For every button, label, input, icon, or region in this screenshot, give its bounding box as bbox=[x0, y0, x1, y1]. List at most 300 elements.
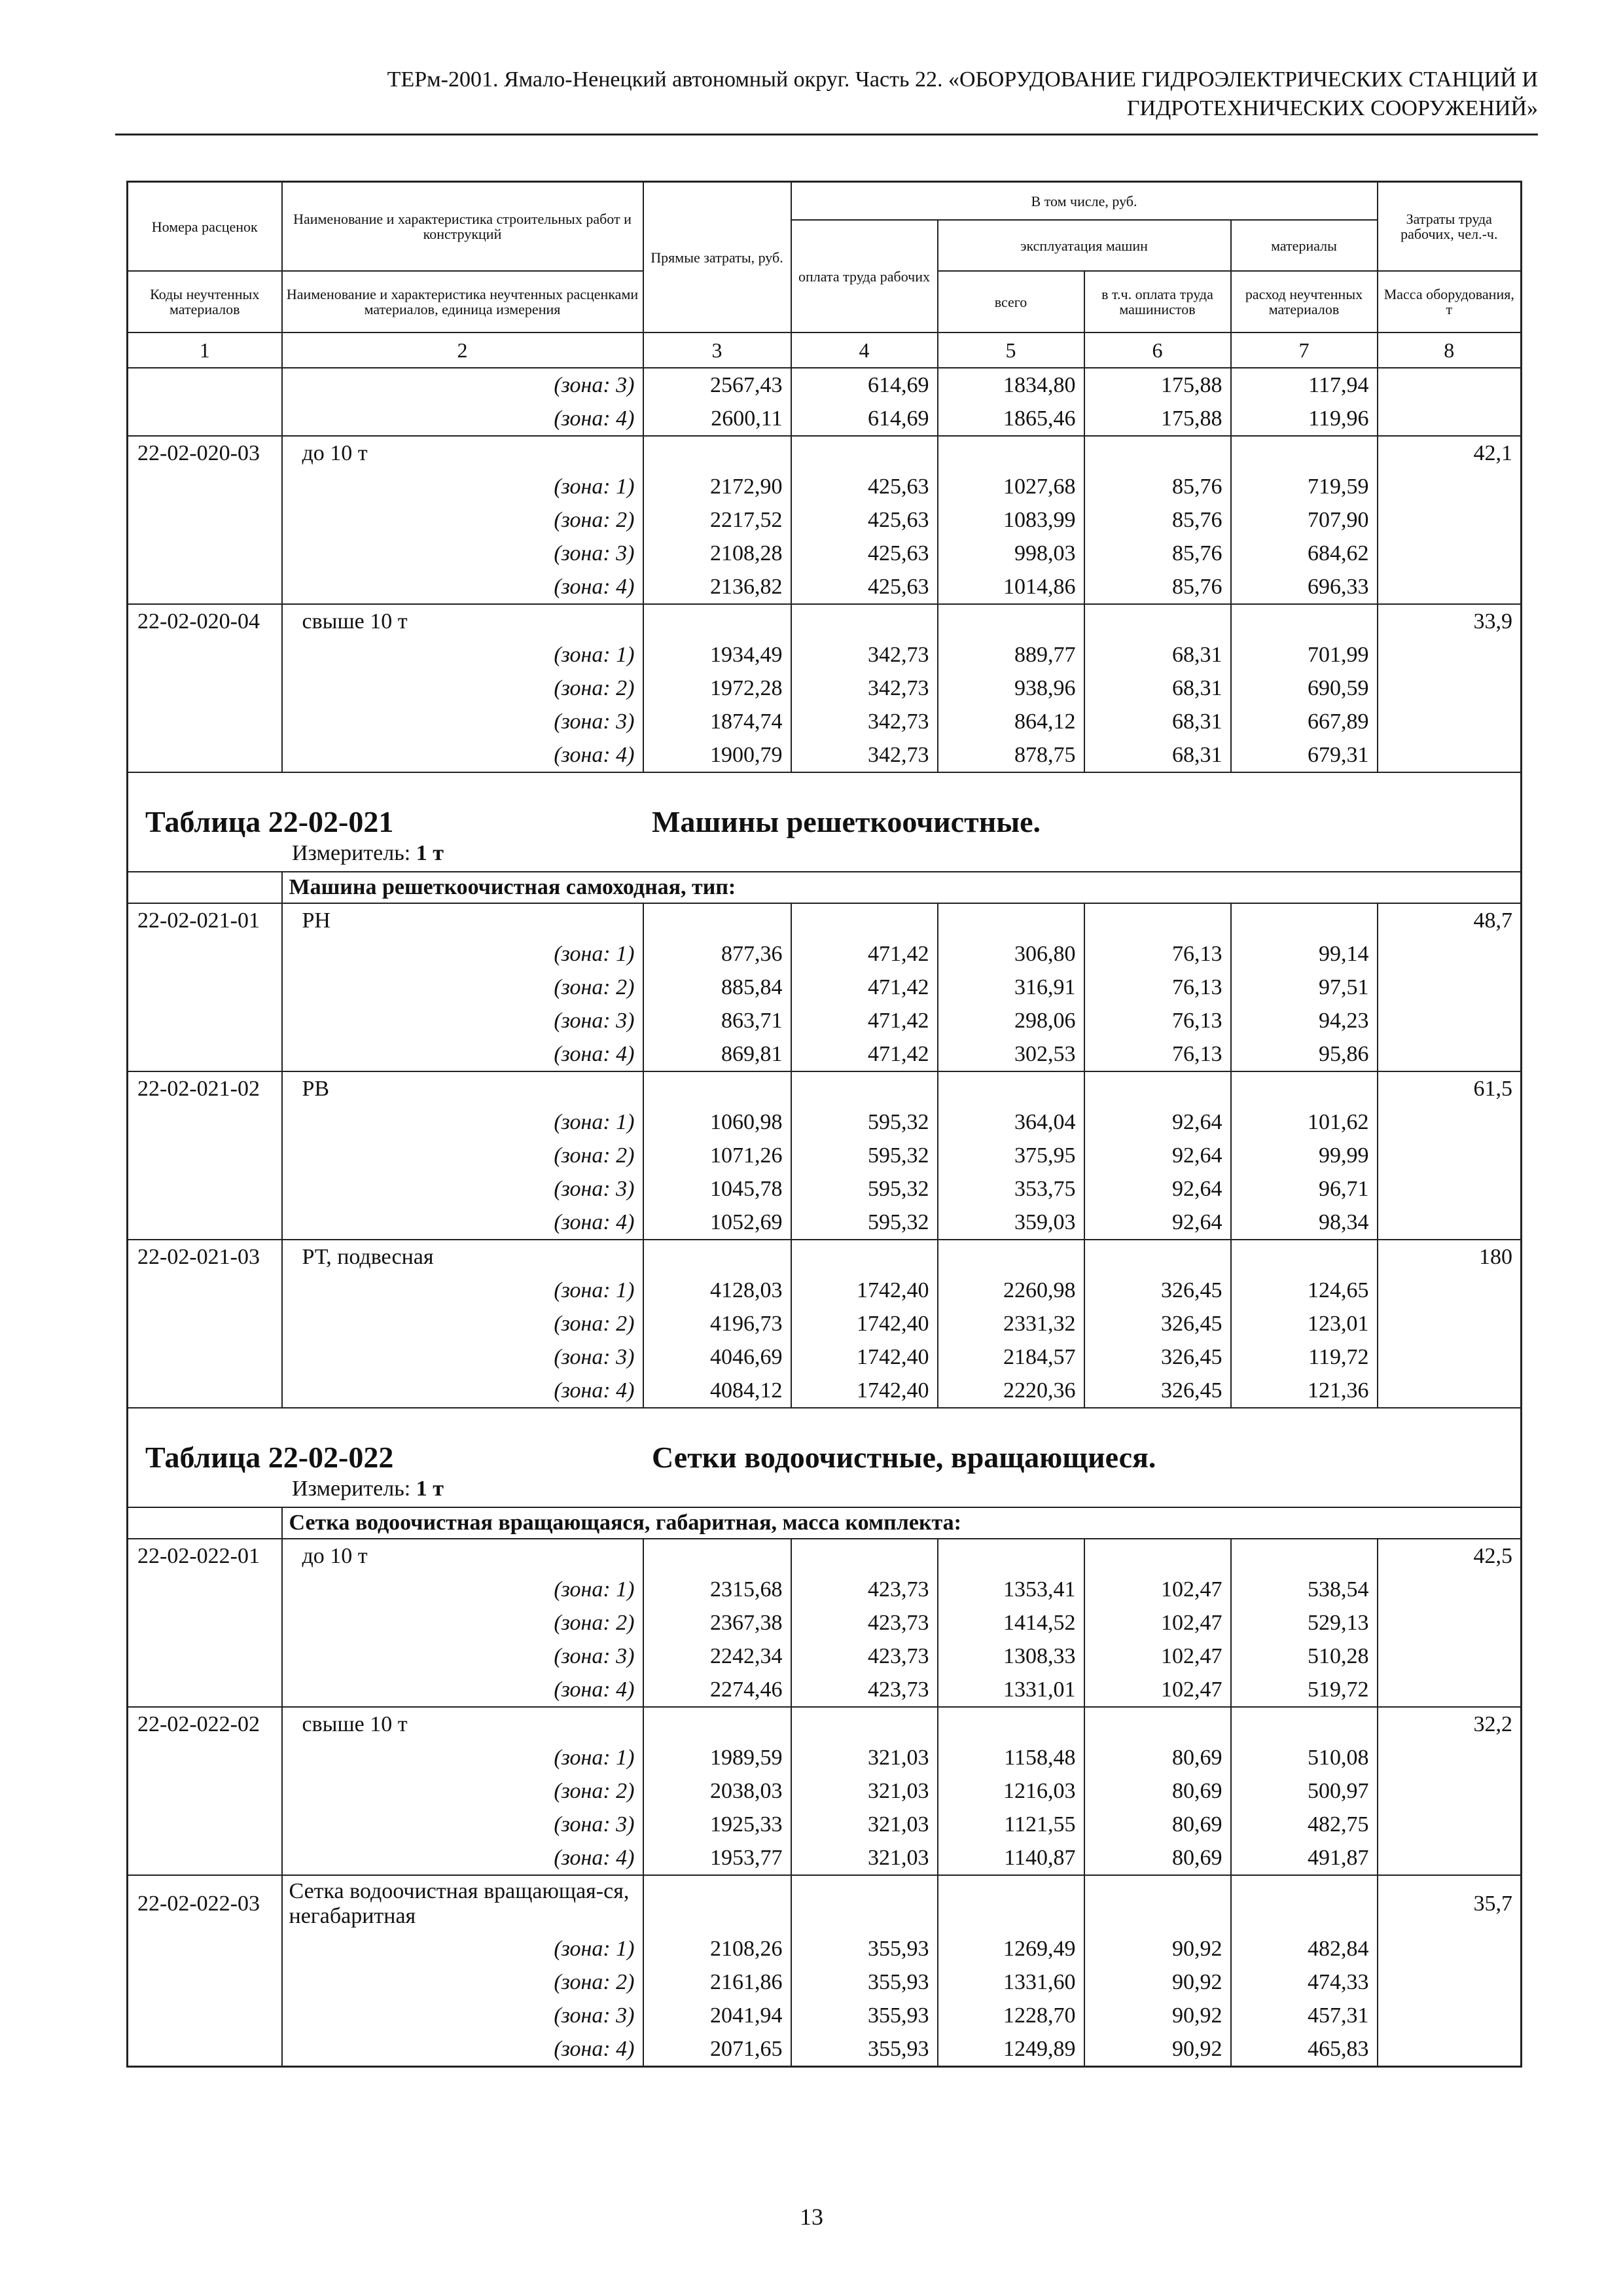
labor-pay: 423,73 bbox=[791, 1673, 938, 1707]
operators-pay: 326,45 bbox=[1084, 1307, 1231, 1340]
labor-cost-cell bbox=[1378, 1037, 1522, 1071]
rate-code-cell bbox=[128, 705, 282, 738]
direct-cost: 2315,68 bbox=[643, 1573, 791, 1606]
rate-name: до 10 т bbox=[282, 436, 643, 470]
labor-pay: 342,73 bbox=[791, 672, 938, 705]
rate-code-cell bbox=[128, 1172, 282, 1206]
machines-total: 316,91 bbox=[938, 971, 1084, 1004]
labor-pay: 471,42 bbox=[791, 937, 938, 971]
direct-cost: 877,36 bbox=[643, 937, 791, 971]
rate-code-cell bbox=[128, 738, 282, 772]
operators-pay: 102,47 bbox=[1084, 1573, 1231, 1606]
operators-pay: 76,13 bbox=[1084, 1004, 1231, 1037]
direct-cost: 4128,03 bbox=[643, 1274, 791, 1307]
operators-pay: 85,76 bbox=[1084, 503, 1231, 537]
col-number: 4 bbox=[791, 332, 938, 368]
zone-label: (зона: 1) bbox=[282, 638, 643, 672]
zone-label: (зона: 4) bbox=[282, 1206, 643, 1240]
operators-pay: 92,64 bbox=[1084, 1139, 1231, 1172]
labor-cost-cell bbox=[1378, 503, 1522, 537]
rate-code: 22-02-021-02 bbox=[128, 1071, 282, 1105]
zone-label: (зона: 1) bbox=[282, 1274, 643, 1307]
zone-label: (зона: 2) bbox=[282, 1307, 643, 1340]
empty-cell bbox=[1084, 1071, 1231, 1105]
materials-cost: 98,34 bbox=[1231, 1206, 1378, 1240]
section-22-02-022 bbox=[128, 1539, 1522, 2067]
rate-code-cell bbox=[128, 2032, 282, 2067]
zone-label: (зона: 4) bbox=[282, 1841, 643, 1875]
labor-pay: 342,73 bbox=[791, 638, 938, 672]
unit-value: 1 т bbox=[416, 1477, 444, 1501]
operators-pay: 85,76 bbox=[1084, 470, 1231, 503]
page-header bbox=[115, 65, 1538, 135]
machines-total: 353,75 bbox=[938, 1172, 1084, 1206]
empty-cell bbox=[791, 1071, 938, 1105]
rate-code-cell bbox=[128, 402, 282, 436]
materials-cost: 95,86 bbox=[1231, 1037, 1378, 1071]
table-title: Сетки водоочистные, вращающиеся. bbox=[652, 1441, 1156, 1474]
rate-code-cell bbox=[128, 1999, 282, 2032]
machines-total: 1014,86 bbox=[938, 570, 1084, 604]
empty-cell bbox=[791, 1240, 938, 1274]
labor-pay: 595,32 bbox=[791, 1172, 938, 1206]
labor-pay: 423,73 bbox=[791, 1606, 938, 1640]
labor-cost-cell bbox=[1378, 1640, 1522, 1673]
machines-total: 1865,46 bbox=[938, 402, 1084, 436]
zone-row bbox=[128, 1037, 1522, 1071]
direct-cost: 2108,28 bbox=[643, 537, 791, 570]
empty-cell bbox=[1084, 436, 1231, 470]
materials-cost: 457,31 bbox=[1231, 1999, 1378, 2032]
empty-cell bbox=[938, 1539, 1084, 1573]
labor-pay: 1742,40 bbox=[791, 1374, 938, 1408]
zone-label: (зона: 1) bbox=[282, 1741, 643, 1774]
col-name-alt: Наименование и характеристика неучтенных расценками материалов, единица измерения bbox=[282, 271, 643, 332]
direct-cost: 2108,26 bbox=[643, 1932, 791, 1965]
labor-cost-cell bbox=[1378, 2032, 1522, 2067]
rate-code-cell bbox=[128, 1640, 282, 1673]
empty-cell bbox=[1231, 1240, 1378, 1274]
rate-code-cell bbox=[128, 1139, 282, 1172]
page-number: 13 bbox=[800, 2204, 823, 2230]
materials-cost: 538,54 bbox=[1231, 1573, 1378, 1606]
materials-cost: 482,75 bbox=[1231, 1808, 1378, 1841]
materials-cost: 117,94 bbox=[1231, 368, 1378, 402]
labor-cost: 61,5 bbox=[1378, 1071, 1522, 1105]
col-incl: В том числе, руб. bbox=[791, 182, 1378, 221]
rate-code-cell bbox=[128, 1841, 282, 1875]
table-22-02-022-title bbox=[128, 1408, 1522, 1539]
zone-label: (зона: 3) bbox=[282, 1808, 643, 1841]
labor-pay: 355,93 bbox=[791, 1965, 938, 1999]
materials-cost: 124,65 bbox=[1231, 1274, 1378, 1307]
labor-cost-cell bbox=[1378, 638, 1522, 672]
zone-row bbox=[128, 570, 1522, 604]
machines-total: 938,96 bbox=[938, 672, 1084, 705]
labor-cost-cell bbox=[1378, 1340, 1522, 1374]
labor-pay: 1742,40 bbox=[791, 1307, 938, 1340]
direct-cost: 2071,65 bbox=[643, 2032, 791, 2067]
direct-cost: 2038,03 bbox=[643, 1774, 791, 1808]
empty-cell bbox=[791, 436, 938, 470]
labor-cost-cell bbox=[1378, 1374, 1522, 1408]
zone-row bbox=[128, 1932, 1522, 1965]
direct-cost: 1972,28 bbox=[643, 672, 791, 705]
materials-cost: 684,62 bbox=[1231, 537, 1378, 570]
section-22-02-021 bbox=[128, 903, 1522, 1408]
zone-label: (зона: 1) bbox=[282, 470, 643, 503]
zone-row bbox=[128, 638, 1522, 672]
empty-cell bbox=[1231, 1071, 1378, 1105]
direct-cost: 2274,46 bbox=[643, 1673, 791, 1707]
machines-total: 2220,36 bbox=[938, 1374, 1084, 1408]
rate-name: до 10 т bbox=[282, 1539, 643, 1573]
materials-cost: 696,33 bbox=[1231, 570, 1378, 604]
materials-cost: 474,33 bbox=[1231, 1965, 1378, 1999]
zone-row bbox=[128, 1741, 1522, 1774]
labor-cost-cell bbox=[1378, 1206, 1522, 1240]
labor-pay: 471,42 bbox=[791, 1037, 938, 1071]
materials-cost: 679,31 bbox=[1231, 738, 1378, 772]
zone-row bbox=[128, 503, 1522, 537]
direct-cost: 2161,86 bbox=[643, 1965, 791, 1999]
materials-cost: 119,72 bbox=[1231, 1340, 1378, 1374]
rate-code-cell bbox=[128, 1206, 282, 1240]
zone-label: (зона: 1) bbox=[282, 1573, 643, 1606]
labor-cost-cell bbox=[1378, 1965, 1522, 1999]
rate-name: свыше 10 т bbox=[282, 604, 643, 638]
empty-cell bbox=[938, 903, 1084, 937]
zone-row bbox=[128, 738, 1522, 772]
direct-cost: 2600,11 bbox=[643, 402, 791, 436]
empty-cell bbox=[643, 1240, 791, 1274]
zone-row bbox=[128, 1307, 1522, 1340]
materials-cost: 465,83 bbox=[1231, 2032, 1378, 2067]
machines-total: 1027,68 bbox=[938, 470, 1084, 503]
labor-pay: 595,32 bbox=[791, 1105, 938, 1139]
labor-cost-cell bbox=[1378, 368, 1522, 402]
empty-cell bbox=[1231, 1539, 1378, 1573]
col-machines: эксплуатация машин bbox=[938, 220, 1231, 271]
rate-code-cell bbox=[128, 1573, 282, 1606]
col-direct: Прямые затраты, руб. bbox=[643, 182, 791, 333]
rate-code-cell bbox=[128, 1037, 282, 1071]
labor-pay: 1742,40 bbox=[791, 1340, 938, 1374]
direct-cost: 885,84 bbox=[643, 971, 791, 1004]
empty-cell bbox=[938, 604, 1084, 638]
continuation-rows bbox=[128, 368, 1522, 436]
operators-pay: 76,13 bbox=[1084, 1037, 1231, 1071]
unit-line bbox=[292, 1477, 444, 1501]
col-unaccounted: расход неучтенных материалов bbox=[1231, 271, 1378, 332]
machines-total: 1308,33 bbox=[938, 1640, 1084, 1673]
zone-label: (зона: 4) bbox=[282, 570, 643, 604]
rate-code-cell bbox=[128, 368, 282, 402]
section-22-02-020 bbox=[128, 436, 1522, 772]
machines-total: 2331,32 bbox=[938, 1307, 1084, 1340]
direct-cost: 2136,82 bbox=[643, 570, 791, 604]
labor-cost: 32,2 bbox=[1378, 1707, 1522, 1741]
rate-code-cell bbox=[128, 1965, 282, 1999]
col-labor: оплата труда рабочих bbox=[791, 220, 938, 332]
zone-row bbox=[128, 1105, 1522, 1139]
zone-label: (зона: 1) bbox=[282, 1932, 643, 1965]
table-head bbox=[128, 182, 1522, 368]
materials-cost: 94,23 bbox=[1231, 1004, 1378, 1037]
machines-total: 1121,55 bbox=[938, 1808, 1084, 1841]
table-code: Таблица 22-02-022 bbox=[145, 1441, 394, 1474]
labor-pay: 471,42 bbox=[791, 971, 938, 1004]
materials-cost: 119,96 bbox=[1231, 402, 1378, 436]
rate-code-cell bbox=[128, 1741, 282, 1774]
table-22-02-021-title bbox=[128, 772, 1522, 903]
materials-cost: 121,36 bbox=[1231, 1374, 1378, 1408]
materials-cost: 667,89 bbox=[1231, 705, 1378, 738]
rates-table bbox=[126, 181, 1522, 2068]
materials-cost: 96,71 bbox=[1231, 1172, 1378, 1206]
labor-cost-cell bbox=[1378, 937, 1522, 971]
operators-pay: 90,92 bbox=[1084, 1965, 1231, 1999]
empty-cell bbox=[791, 1875, 938, 1932]
labor-cost: 180 bbox=[1378, 1240, 1522, 1274]
empty-cell bbox=[938, 1240, 1084, 1274]
zone-label: (зона: 2) bbox=[282, 1606, 643, 1640]
empty-cell bbox=[791, 1539, 938, 1573]
col-number: 6 bbox=[1084, 332, 1231, 368]
empty-cell bbox=[791, 1707, 938, 1741]
direct-cost: 4084,12 bbox=[643, 1374, 791, 1408]
zone-row bbox=[128, 937, 1522, 971]
operators-pay: 102,47 bbox=[1084, 1606, 1231, 1640]
empty-cell bbox=[938, 1875, 1084, 1932]
zone-row bbox=[128, 1139, 1522, 1172]
labor-cost-cell bbox=[1378, 705, 1522, 738]
rate-code: 22-02-021-03 bbox=[128, 1240, 282, 1274]
rate-row bbox=[128, 1071, 1522, 1105]
operators-pay: 90,92 bbox=[1084, 1932, 1231, 1965]
materials-cost: 510,08 bbox=[1231, 1741, 1378, 1774]
materials-cost: 719,59 bbox=[1231, 470, 1378, 503]
col-number: 1 bbox=[128, 332, 282, 368]
operators-pay: 68,31 bbox=[1084, 705, 1231, 738]
labor-pay: 1742,40 bbox=[791, 1274, 938, 1307]
materials-cost: 482,84 bbox=[1231, 1932, 1378, 1965]
direct-cost: 4196,73 bbox=[643, 1307, 791, 1340]
labor-cost-cell bbox=[1378, 1808, 1522, 1841]
labor-pay: 355,93 bbox=[791, 1999, 938, 2032]
operators-pay: 175,88 bbox=[1084, 402, 1231, 436]
zone-row bbox=[128, 470, 1522, 503]
zone-row bbox=[128, 1206, 1522, 1240]
labor-pay: 321,03 bbox=[791, 1774, 938, 1808]
labor-cost-cell bbox=[1378, 1741, 1522, 1774]
rate-name: свыше 10 т bbox=[282, 1707, 643, 1741]
zone-row bbox=[128, 1172, 1522, 1206]
rate-code-cell bbox=[128, 1606, 282, 1640]
zone-label: (зона: 4) bbox=[282, 1037, 643, 1071]
zone-row bbox=[128, 1640, 1522, 1673]
direct-cost: 1874,74 bbox=[643, 705, 791, 738]
direct-cost: 2172,90 bbox=[643, 470, 791, 503]
machines-total: 1331,01 bbox=[938, 1673, 1084, 1707]
machines-total: 364,04 bbox=[938, 1105, 1084, 1139]
labor-cost: 48,7 bbox=[1378, 903, 1522, 937]
rate-code: 22-02-022-01 bbox=[128, 1539, 282, 1573]
operators-pay: 326,45 bbox=[1084, 1340, 1231, 1374]
direct-cost: 869,81 bbox=[643, 1037, 791, 1071]
direct-cost: 2367,38 bbox=[643, 1606, 791, 1640]
operators-pay: 76,13 bbox=[1084, 971, 1231, 1004]
unit-label: Измеритель: bbox=[292, 1477, 411, 1501]
unit-line bbox=[292, 841, 444, 866]
empty-cell bbox=[643, 436, 791, 470]
empty-cell bbox=[1084, 903, 1231, 937]
rate-row bbox=[128, 1240, 1522, 1274]
machines-total: 1353,41 bbox=[938, 1573, 1084, 1606]
rate-code-cell bbox=[128, 1374, 282, 1408]
labor-pay: 321,03 bbox=[791, 1741, 938, 1774]
machines-total: 1834,80 bbox=[938, 368, 1084, 402]
header-line-1: ТЕРм-2001. Ямало-Ненецкий автономный округ. Часть 22. «ОБОРУДОВАНИЕ ГИДРОЭЛЕКТРИЧЕСКИХ СТАНЦИЙ И bbox=[387, 67, 1538, 92]
table-code: Таблица 22-02-021 bbox=[145, 805, 394, 838]
machines-total: 1216,03 bbox=[938, 1774, 1084, 1808]
rate-code: 22-02-021-01 bbox=[128, 903, 282, 937]
machines-total: 1083,99 bbox=[938, 503, 1084, 537]
machines-total: 2184,57 bbox=[938, 1340, 1084, 1374]
zone-row bbox=[128, 1340, 1522, 1374]
direct-cost: 1052,69 bbox=[643, 1206, 791, 1240]
empty-cell bbox=[643, 903, 791, 937]
empty-cell bbox=[1231, 604, 1378, 638]
machines-total: 1158,48 bbox=[938, 1741, 1084, 1774]
materials-cost: 529,13 bbox=[1231, 1606, 1378, 1640]
rate-row bbox=[128, 903, 1522, 937]
rate-code-cell bbox=[128, 503, 282, 537]
empty-cell bbox=[1084, 1240, 1231, 1274]
zone-label: (зона: 3) bbox=[282, 705, 643, 738]
col-labor-cost: Затраты труда рабочих, чел.-ч. bbox=[1378, 182, 1522, 272]
labor-pay: 425,63 bbox=[791, 503, 938, 537]
operators-pay: 68,31 bbox=[1084, 638, 1231, 672]
zone-label: (зона: 2) bbox=[282, 1965, 643, 1999]
operators-pay: 68,31 bbox=[1084, 738, 1231, 772]
materials-cost: 101,62 bbox=[1231, 1105, 1378, 1139]
zone-label: (зона: 4) bbox=[282, 402, 643, 436]
zone-row bbox=[128, 1808, 1522, 1841]
direct-cost: 863,71 bbox=[643, 1004, 791, 1037]
materials-cost: 500,97 bbox=[1231, 1774, 1378, 1808]
rate-code-cell bbox=[128, 537, 282, 570]
rate-code-cell bbox=[128, 1340, 282, 1374]
rate-code-cell bbox=[128, 1808, 282, 1841]
labor-cost-cell bbox=[1378, 1774, 1522, 1808]
labor-cost-cell bbox=[1378, 1606, 1522, 1640]
direct-cost: 2217,52 bbox=[643, 503, 791, 537]
operators-pay: 85,76 bbox=[1084, 537, 1231, 570]
operators-pay: 102,47 bbox=[1084, 1673, 1231, 1707]
operators-pay: 175,88 bbox=[1084, 368, 1231, 402]
zone-row bbox=[128, 1774, 1522, 1808]
machines-total: 1269,49 bbox=[938, 1932, 1084, 1965]
empty-cell bbox=[791, 903, 938, 937]
labor-pay: 425,63 bbox=[791, 537, 938, 570]
rate-row bbox=[128, 1875, 1522, 1932]
empty-cell bbox=[938, 1071, 1084, 1105]
labor-cost-cell bbox=[1378, 1932, 1522, 1965]
labor-pay: 423,73 bbox=[791, 1573, 938, 1606]
machines-total: 878,75 bbox=[938, 738, 1084, 772]
zone-row bbox=[128, 537, 1522, 570]
zone-row bbox=[128, 1673, 1522, 1707]
empty-cell bbox=[643, 1539, 791, 1573]
zone-label: (зона: 3) bbox=[282, 1004, 643, 1037]
rate-name: Сетка водоочистная вращающая-ся, негабаритная bbox=[282, 1875, 643, 1932]
machines-total: 359,03 bbox=[938, 1206, 1084, 1240]
rate-row bbox=[128, 1539, 1522, 1573]
direct-cost: 1071,26 bbox=[643, 1139, 791, 1172]
zone-row bbox=[128, 1965, 1522, 1999]
operators-pay: 92,64 bbox=[1084, 1105, 1231, 1139]
machines-total: 1331,60 bbox=[938, 1965, 1084, 1999]
rate-name: РТ, подвесная bbox=[282, 1240, 643, 1274]
zone-label: (зона: 2) bbox=[282, 971, 643, 1004]
labor-pay: 425,63 bbox=[791, 570, 938, 604]
rate-row bbox=[128, 436, 1522, 470]
machines-total: 1228,70 bbox=[938, 1999, 1084, 2032]
operators-pay: 90,92 bbox=[1084, 2032, 1231, 2067]
rate-code-cell bbox=[128, 1932, 282, 1965]
rate-code-cell bbox=[128, 570, 282, 604]
labor-pay: 614,69 bbox=[791, 402, 938, 436]
materials-cost: 701,99 bbox=[1231, 638, 1378, 672]
rate-code: 22-02-020-04 bbox=[128, 604, 282, 638]
labor-pay: 342,73 bbox=[791, 738, 938, 772]
zone-label: (зона: 3) bbox=[282, 537, 643, 570]
empty-cell bbox=[1084, 604, 1231, 638]
empty-cell bbox=[1231, 436, 1378, 470]
labor-cost-cell bbox=[1378, 1573, 1522, 1606]
labor-cost-cell bbox=[1378, 1139, 1522, 1172]
machines-total: 1140,87 bbox=[938, 1841, 1084, 1875]
materials-cost: 690,59 bbox=[1231, 672, 1378, 705]
direct-cost: 1900,79 bbox=[643, 738, 791, 772]
direct-cost: 2242,34 bbox=[643, 1640, 791, 1673]
zone-label: (зона: 3) bbox=[282, 1640, 643, 1673]
col-mass: Масса оборудования, т bbox=[1378, 271, 1522, 332]
labor-cost-cell bbox=[1378, 738, 1522, 772]
zone-row bbox=[128, 1999, 1522, 2032]
direct-cost: 1953,77 bbox=[643, 1841, 791, 1875]
empty-cell bbox=[643, 1071, 791, 1105]
group-title: Сетка водоочистная вращающаяся, габаритная, масса комплекта: bbox=[282, 1507, 1522, 1539]
operators-pay: 92,64 bbox=[1084, 1206, 1231, 1240]
empty-cell bbox=[1231, 903, 1378, 937]
zone-label: (зона: 3) bbox=[282, 368, 643, 402]
rate-row bbox=[128, 604, 1522, 638]
labor-pay: 595,32 bbox=[791, 1206, 938, 1240]
rate-code: 22-02-022-03 bbox=[128, 1875, 282, 1932]
labor-cost: 42,5 bbox=[1378, 1539, 1522, 1573]
zone-label: (зона: 4) bbox=[282, 1673, 643, 1707]
zone-row bbox=[128, 2032, 1522, 2067]
direct-cost: 1060,98 bbox=[643, 1105, 791, 1139]
rate-name: РН bbox=[282, 903, 643, 937]
machines-total: 306,80 bbox=[938, 937, 1084, 971]
labor-cost-cell bbox=[1378, 1307, 1522, 1340]
zone-label: (зона: 3) bbox=[282, 1172, 643, 1206]
labor-cost-cell bbox=[1378, 1172, 1522, 1206]
labor-cost-cell bbox=[1378, 570, 1522, 604]
